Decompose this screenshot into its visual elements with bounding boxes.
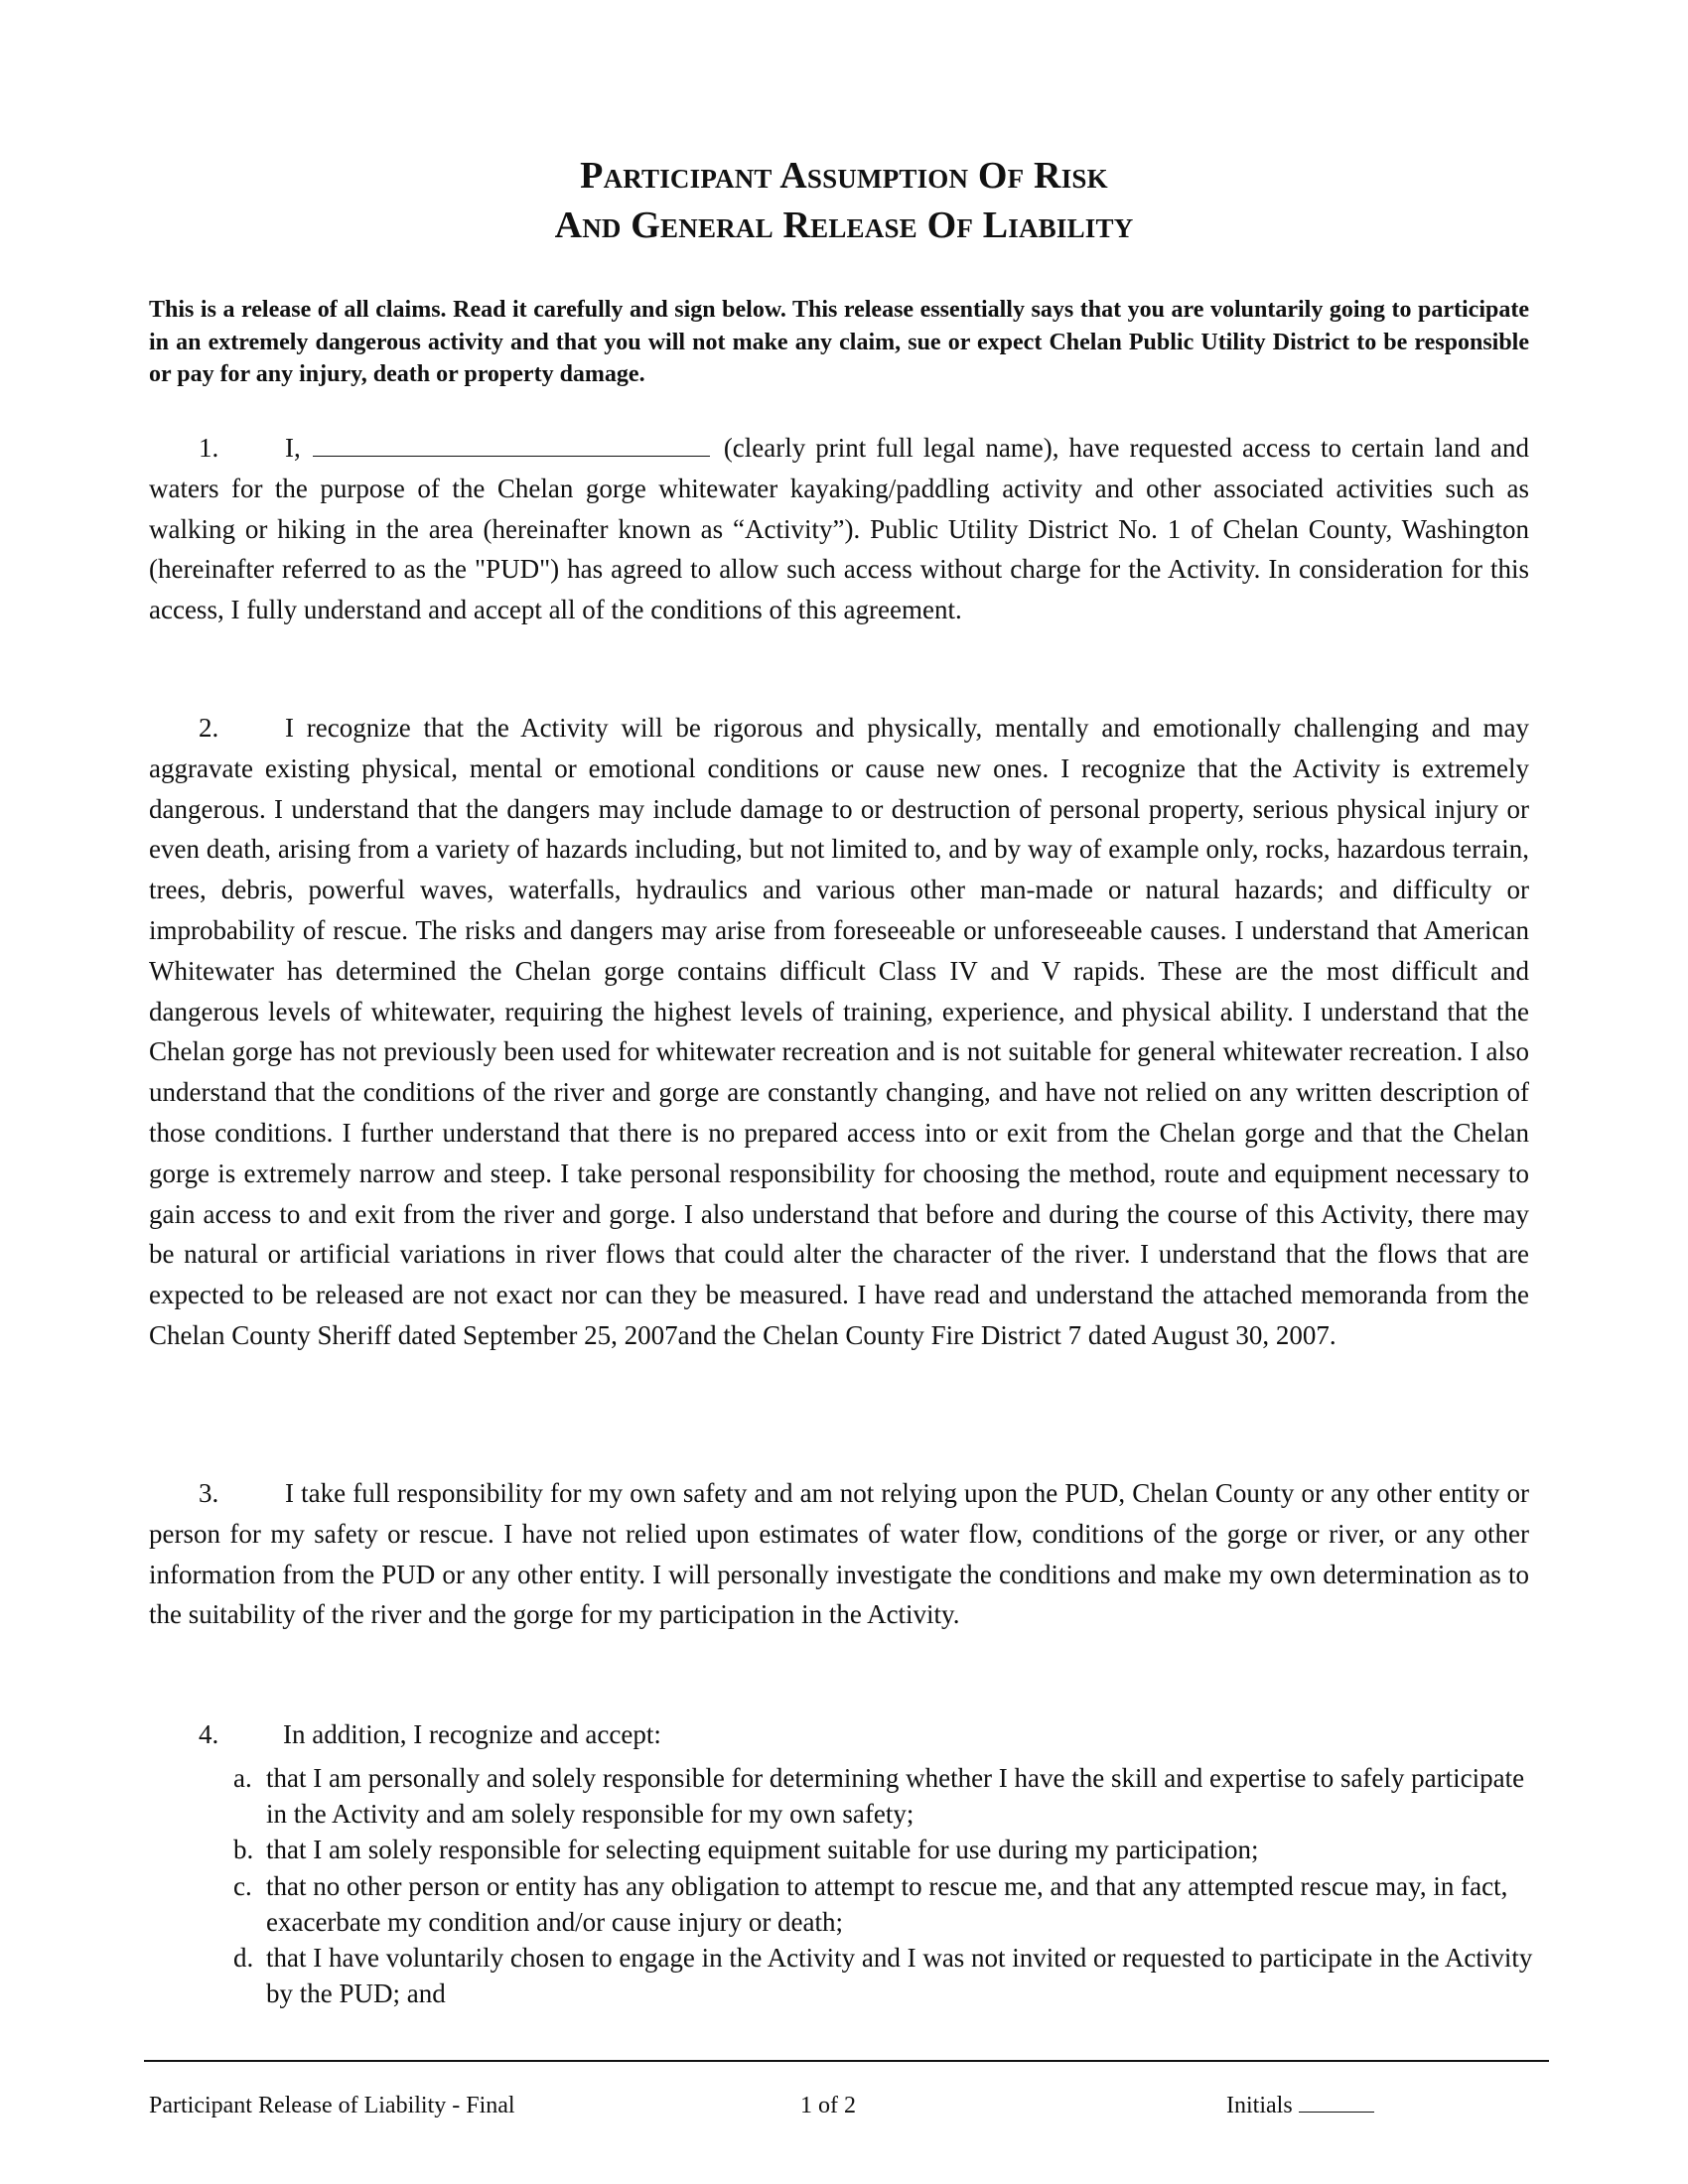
initials-label: Initials [1226,2093,1293,2118]
page-footer [149,2089,1549,2122]
paragraph-text: In addition, I recognize and accept: [283,1719,661,1749]
footer-divider [144,2060,1549,2062]
title-line-1: Participant Assumption Of Risk [580,155,1108,197]
paragraph-2 [149,708,1529,1356]
paragraph-number: 1. [199,433,219,463]
paragraph-1 [149,428,1529,630]
list-item-text: that no other person or entity has any obligation to attempt to rescue me, and that any attempted rescue may, in fact, exacerbate my condition and/or cause injury or death; [266,1870,1508,1937]
list-item [233,1940,1534,2011]
initials-block [1226,2089,1374,2122]
acknowledgement-list [233,1760,1534,2011]
list-item-text: that I am personally and solely responsible for determining whether I have the skill and expertise to safely participate in the Activity and am solely responsible for my own safety; [266,1763,1525,1830]
list-item-letter: b. [233,1835,254,1865]
legal-name-field[interactable] [313,434,710,457]
paragraph-text-lead: I, [285,433,301,463]
paragraph-text: I recognize that the Activity will be rigorous and physically, mentally and emotionally challenging and may aggravate existing physical, mental or emotional conditions or cause new ones. I recognize that the Activity is extremely dangerous. I understand that the dangers may include damage to or destruction of personal property, serious physical injury or even death, arising from a variety of hazards including, but not limited to, and by way of example only, rocks, hazardous terrain, trees, debris, powerful waves, waterfalls, hydraulics and various other man-made or natural hazards; and difficulty or improbability of rescue. The risks and dangers may arise from foreseeable or unforeseeable causes. I understand that American Whitewater has determined the Chelan gorge contains difficult Class IV and V rapids. These are the most difficult and dangerous levels of whitewater, requiring the highest levels of training, experience, and physical ability. I understand that the Chelan gorge has not previously been used for whitewater recreation and is not suitable for general whitewater recreation. I also understand that the conditions of the river and gorge are constantly changing, and have not relied on any written description of those conditions. I further understand that there is no prepared access into or exit from the Chelan gorge and that the Chelan gorge is extremely narrow and steep. I take personal responsibility for choosing the method, route and equipment necessary to gain access to and exit from the river and gorge. I also understand that before and during the course of this Activity, there may be natural or artificial variations in river flows that could alter the character of the river. I understand that the flows that are expected to be released are not exact nor can they be measured. I have read and understand the attached memoranda from the Chelan County Sheriff dated September 25, 2007and the Chelan County Fire District 7 dated August 30, 2007. [149,713,1529,1350]
footer-document-name: Participant Release of Liability - Final [149,2093,515,2118]
paragraph-number: 2. [199,713,219,743]
paragraph-3 [149,1473,1529,1635]
list-item-letter: d. [233,1943,254,1974]
title-line-2: And General Release Of Liability [554,205,1134,246]
paragraph-number: 3. [199,1478,219,1508]
release-summary: This is a release of all claims. Read it carefully and sign below. This release essentially says that you are voluntarily going to participate in an extremely dangerous activity and that you will not make any claim, sue or expect Chelan Public Utility District to be responsible or pay for any injury, death or property damage. [149,297,1529,387]
list-item [233,1868,1534,1940]
list-item-letter: c. [233,1870,252,1901]
list-item-letter: a. [233,1763,252,1793]
initials-field[interactable] [1299,2094,1374,2113]
paragraph-text: (clearly print full legal name), have requested access to certain land and waters for the purpose of the Chelan gorge whitewater kayaking/paddling activity and other associated activities such as walking or hiking in the area (hereinafter known as “Activity”). Public Utility District No. 1 of Chelan County, Washington (hereinafter referred to as the "PUD") has agreed to allow such access without charge for the Activity. In consideration for this access, I fully understand and accept all of the conditions of this agreement. [149,433,1529,625]
list-item [233,1760,1534,1832]
list-item-text: that I am solely responsible for selecting equipment suitable for use during my participation; [266,1835,1259,1865]
page-number: 1 of 2 [800,2093,856,2118]
list-item [233,1832,1534,1867]
document-title [0,151,1688,250]
list-item-text: that I have voluntarily chosen to engage in the Activity and I was not invited or requested to participate in the Activity by the PUD; and [266,1943,1533,2009]
paragraph-text: I take full responsibility for my own safety and am not relying upon the PUD, Chelan County or any other entity or person for my safety or rescue. I have not relied upon estimates of water flow, conditions of the gorge or river, or any other information from the PUD or any other entity. I will personally investigate the conditions and make my own determination as to the suitability of the river and the gorge for my participation in the Activity. [149,1478,1529,1630]
paragraph-number: 4. [199,1719,219,1749]
paragraph-4 [149,1714,1529,1755]
